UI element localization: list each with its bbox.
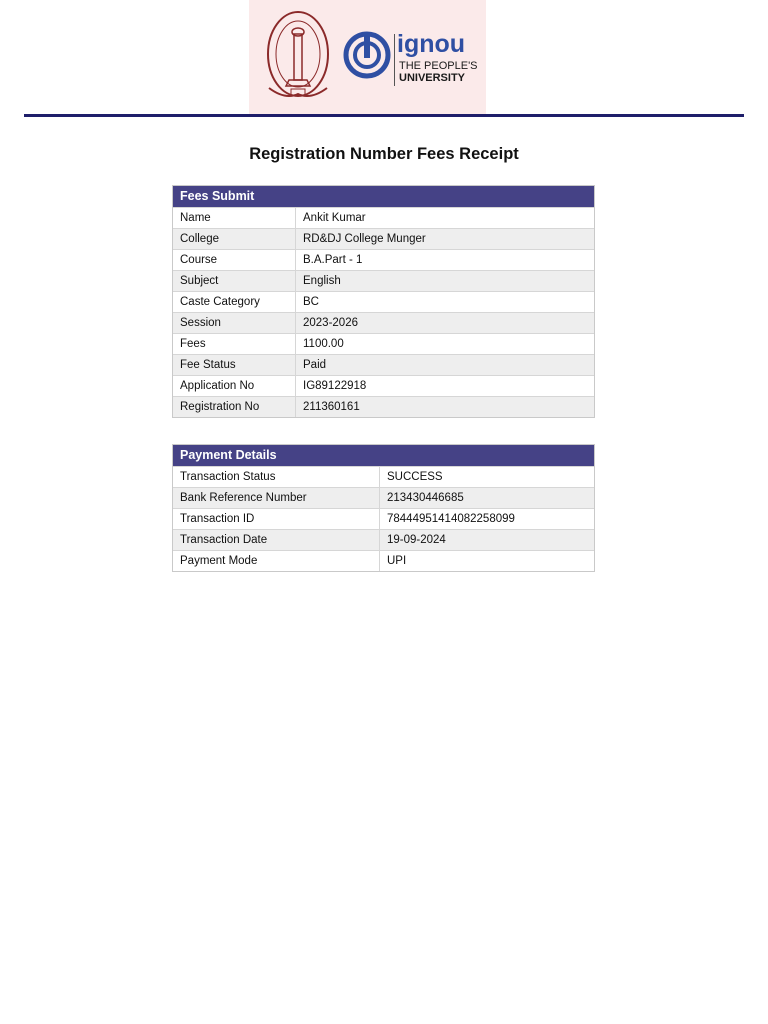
table-row — [173, 313, 594, 334]
table-row — [173, 250, 594, 271]
row-value: BC — [296, 292, 595, 313]
ignou-lamp-logo-icon — [342, 30, 392, 80]
row-label: Name — [173, 208, 296, 229]
table-row — [173, 530, 594, 551]
row-label: Caste Category — [173, 292, 296, 313]
row-label: College — [173, 229, 296, 250]
row-label: Fee Status — [173, 355, 296, 376]
table-row — [173, 467, 594, 488]
row-label: Transaction ID — [173, 509, 380, 530]
payment-details-table — [173, 466, 594, 571]
table-row — [173, 292, 594, 313]
header-divider — [24, 114, 744, 117]
header-logo-box — [249, 0, 486, 115]
row-value: 213430446685 — [380, 488, 595, 509]
table-row — [173, 334, 594, 355]
row-value: 211360161 — [296, 397, 595, 418]
table-row — [173, 208, 594, 229]
table-row — [173, 229, 594, 250]
row-value: 78444951414082258099 — [380, 509, 595, 530]
logo-tagline-bold: UNIVERSITY — [399, 72, 466, 84]
row-label: Fees — [173, 334, 296, 355]
row-value: IG89122918 — [296, 376, 595, 397]
row-value: UPI — [380, 551, 595, 572]
row-value: SUCCESS — [380, 467, 595, 488]
row-label: Application No — [173, 376, 296, 397]
table-row — [173, 271, 594, 292]
row-label: Subject — [173, 271, 296, 292]
row-value: Ankit Kumar — [296, 208, 595, 229]
logo-wordmark: ignou — [397, 30, 466, 58]
row-label: Transaction Date — [173, 530, 380, 551]
row-label: Bank Reference Number — [173, 488, 380, 509]
row-label: Payment Mode — [173, 551, 380, 572]
table-row — [173, 488, 594, 509]
fees-submit-heading: Fees Submit — [173, 186, 594, 207]
institution-seal-icon — [265, 10, 331, 102]
fees-submit-card — [172, 185, 595, 418]
payment-details-card — [172, 444, 595, 572]
logo-separator — [394, 34, 395, 86]
fees-submit-table — [173, 207, 594, 417]
page-title: Registration Number Fees Receipt — [249, 145, 519, 163]
table-row — [173, 397, 594, 418]
row-value: B.A.Part - 1 — [296, 250, 595, 271]
row-value: 2023-2026 — [296, 313, 595, 334]
payment-details-heading: Payment Details — [173, 445, 594, 466]
table-row — [173, 376, 594, 397]
row-label: Course — [173, 250, 296, 271]
table-row — [173, 551, 594, 572]
logo-tagline: THE PEOPLE'S — [399, 60, 478, 72]
table-row — [173, 355, 594, 376]
row-label: Session — [173, 313, 296, 334]
row-value: English — [296, 271, 595, 292]
row-label: Transaction Status — [173, 467, 380, 488]
row-value: 19-09-2024 — [380, 530, 595, 551]
row-label: Registration No — [173, 397, 296, 418]
row-value: RD&DJ College Munger — [296, 229, 595, 250]
row-value: Paid — [296, 355, 595, 376]
row-value: 1100.00 — [296, 334, 595, 355]
table-row — [173, 509, 594, 530]
